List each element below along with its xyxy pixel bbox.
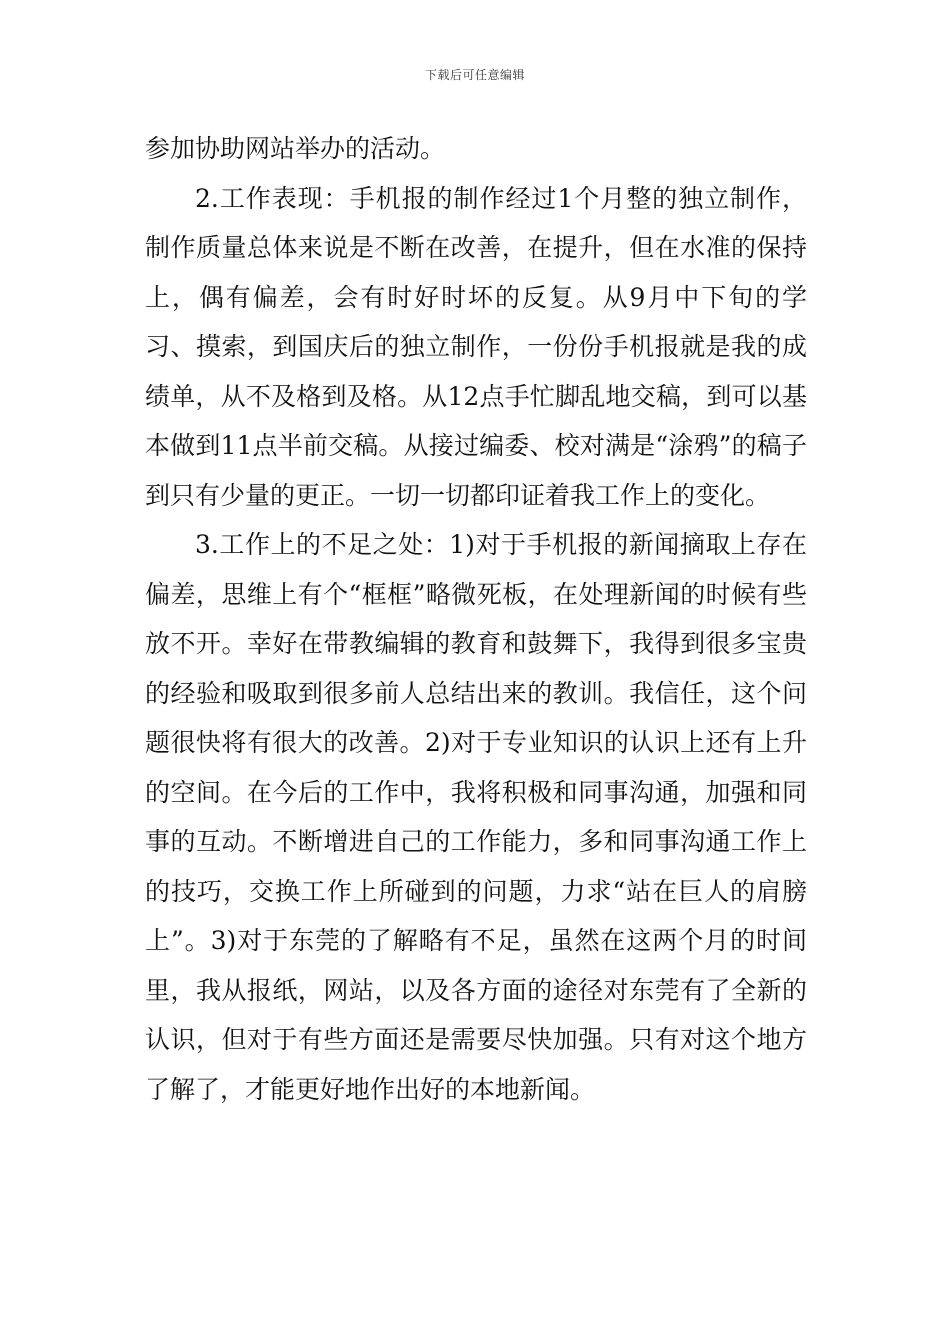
paragraph-continuation: 参加协助网站举办的活动。 xyxy=(145,134,446,163)
paragraph-shortcomings: 3.工作上的不足之处：1)对于手机报的新闻摘取上存在偏差，思维上有个“框框”略微死板，在处理新闻的时候有些放不开。幸好在带教编辑的教育和鼓舞下，我得到很多宝贵的经验和吸取到很多前人总结出来的教训。我信任，这个问题很快将有很大的改善。2)对于专业知识的认识上还有上升的空间。在今后的工作中，我将积极和同事沟通，加强和同事的互动。不断增进自己的工作能力，多和同事沟通工作上的技巧，交换工作上所碰到的问题，力求“站在巨人的肩膀上”。3)对于东莞的了解略有不足，虽然在这两个月的时间里，我从报纸，网站，以及各方面的途径对东莞有了全新的认识，但对于有些方面还是需要尽快加强。只有对这个地方了解了，才能更好地作出好的本地新闻。 xyxy=(145,530,807,1104)
paragraph-work-performance: 2.工作表现：手机报的制作经过1个月整的独立制作，制作质量总体来说是不断在改善，在提升，但在水准的保持上，偶有偏差，会有时好时坏的反复。从9月中下旬的学习、摸索，到国庆后的独立制作，一份份手机报就是我的成绩单，从不及格到及格。从12点手忙脚乱地交稿，到可以基本做到11点半前交稿。从接过编委、校对满是“涂鸦”的稿子到只有少量的更正。一切一切都印证着我工作上的变化。 xyxy=(145,183,807,510)
header-note: 下载后可任意编辑 xyxy=(424,68,525,82)
document-body xyxy=(145,124,807,1114)
